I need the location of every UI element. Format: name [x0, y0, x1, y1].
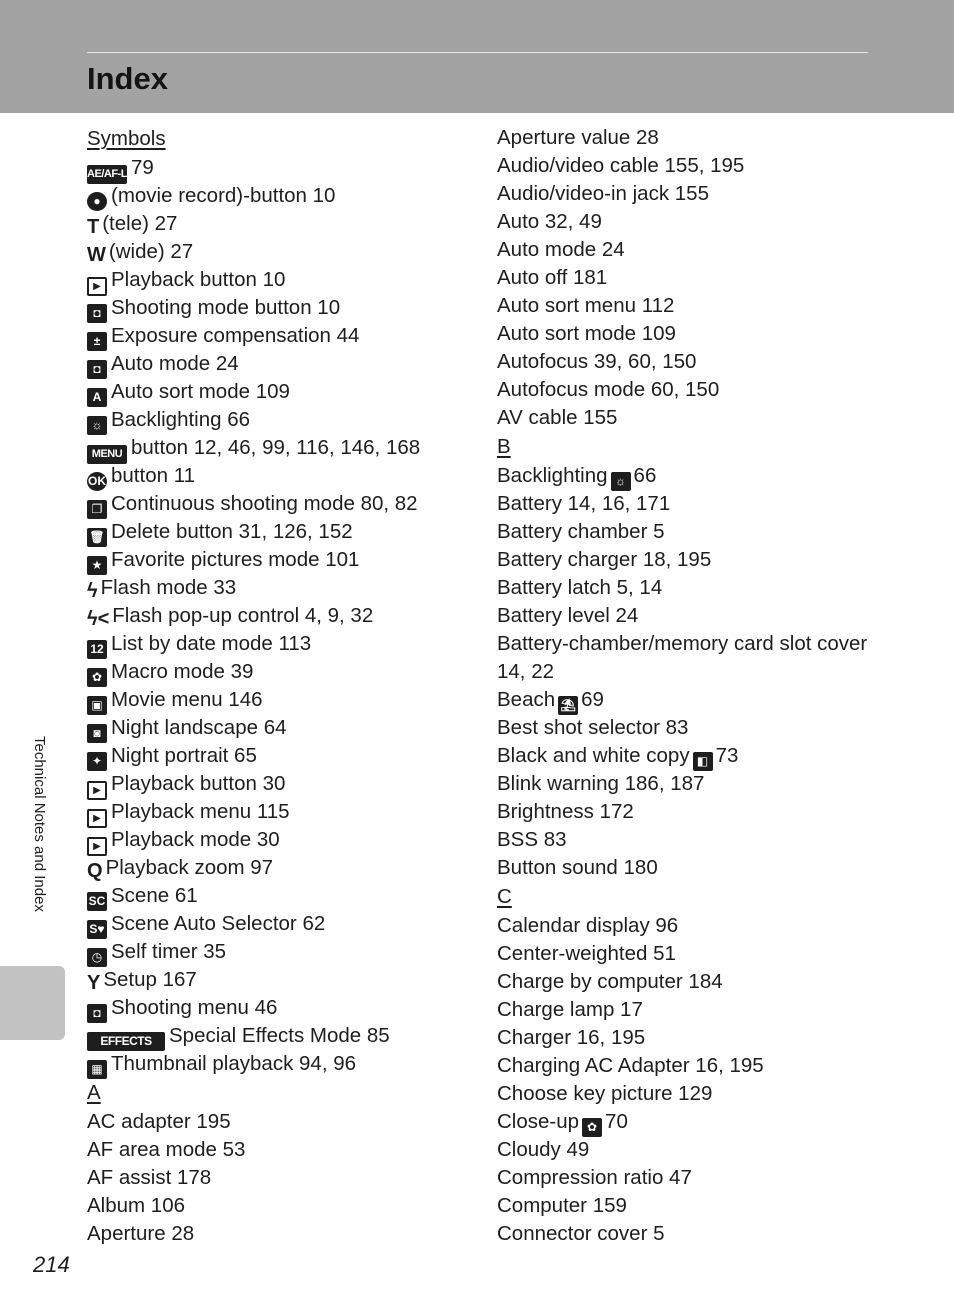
index-entry-text: Best shot selector 83 — [497, 716, 689, 739]
index-entry — [87, 630, 477, 658]
index-entry — [497, 1192, 877, 1220]
symbol-icon: 🗑 — [87, 528, 107, 547]
index-entry-text: (tele) 27 — [102, 212, 178, 235]
symbol-icon: ▶ — [87, 809, 107, 828]
symbol-icon: ✿ — [87, 668, 107, 687]
symbol-icon: ▦ — [87, 1060, 107, 1079]
index-entry — [497, 518, 877, 546]
index-entry — [497, 1080, 877, 1108]
index-entry — [87, 882, 477, 910]
index-entry-page: 66 — [633, 464, 657, 487]
index-entry-text: Black and white copy — [497, 744, 690, 767]
index-entry — [87, 518, 477, 546]
index-entry — [87, 462, 477, 490]
symbol-icon: ± — [87, 332, 107, 351]
index-entry — [497, 546, 877, 574]
index-entry — [87, 1050, 477, 1078]
symbol-icon: OK — [87, 472, 107, 491]
index-entry-text: Special Effects Mode 85 — [169, 1024, 390, 1047]
index-entry-text: Scene Auto Selector 62 — [111, 912, 326, 935]
symbol-icon: 12 — [87, 640, 107, 659]
index-entry — [87, 434, 477, 462]
index-entry — [497, 630, 877, 686]
index-entry — [87, 714, 477, 742]
symbol-icon: ✦ — [87, 752, 107, 771]
index-entry-text: Movie menu 146 — [111, 688, 263, 711]
symbol-icon: ▣ — [87, 696, 107, 715]
scene-icon: ✿ — [582, 1118, 602, 1137]
symbol-icon: Q — [87, 860, 103, 882]
index-entry-text: Choose key picture 129 — [497, 1082, 713, 1105]
section-heading-b: B — [497, 435, 511, 458]
symbol-icon: ● — [87, 192, 107, 211]
symbols-list — [87, 154, 477, 1078]
symbol-icon: ◘ — [87, 304, 107, 323]
index-entry — [87, 574, 477, 602]
index-entry-page: 73 — [715, 744, 739, 767]
symbol-icon: ◙ — [87, 724, 107, 743]
index-entry — [497, 798, 877, 826]
index-entry-text: Playback mode 30 — [111, 828, 280, 851]
index-entry — [497, 462, 877, 490]
index-entry: Audio/video cable 155, 195 — [497, 154, 745, 177]
index-entry — [497, 1052, 877, 1080]
symbol-icon: ☼ — [87, 416, 107, 435]
index-entry — [87, 1022, 477, 1050]
index-entry — [87, 938, 477, 966]
index-entry-text: (movie record)-button 10 — [111, 184, 336, 207]
index-entry: AC adapter 195 — [87, 1110, 231, 1133]
index-entry-text: Center-weighted 51 — [497, 942, 676, 965]
scene-icon: ◧ — [693, 752, 713, 771]
index-entry — [497, 854, 877, 882]
index-entry-text: Connector cover 5 — [497, 1222, 665, 1245]
symbol-icon: ϟ< — [87, 608, 110, 630]
index-entry — [87, 210, 477, 238]
index-entry-page: 69 — [581, 688, 604, 711]
chapter-thumb-tab — [0, 966, 65, 1040]
index-entry-text: Compression ratio 47 — [497, 1166, 692, 1189]
index-entry — [497, 968, 877, 996]
index-entry — [87, 182, 477, 210]
index-entry-text: button 12, 46, 99, 116, 146, 168 — [131, 436, 421, 459]
symbol-icon: ◘ — [87, 360, 107, 379]
symbol-icon: ★ — [87, 556, 107, 575]
index-entry: AV cable 155 — [497, 406, 618, 429]
index-column-right — [497, 124, 877, 1248]
index-entry-text: Charging AC Adapter 16, 195 — [497, 1054, 764, 1077]
index-entry — [497, 714, 877, 742]
index-entry-text: Flash pop-up control 4, 9, 32 — [112, 604, 374, 627]
index-entry-text: Close-up — [497, 1110, 580, 1133]
index-column-left — [87, 124, 477, 1248]
index-entry-text: Backlighting 66 — [111, 408, 251, 431]
index-entry — [497, 602, 877, 630]
index-entry — [497, 490, 877, 518]
index-entry — [87, 490, 477, 518]
index-entry — [87, 742, 477, 770]
index-entry-text: Night landscape 64 — [111, 716, 287, 739]
sidebar-chapter-label: Technical Notes and Index — [31, 736, 48, 912]
index-entry-text: Charger 16, 195 — [497, 1026, 646, 1049]
b-entries-list — [497, 462, 877, 882]
index-entry-text: Playback button 30 — [111, 772, 286, 795]
index-entry-text: Continuous shooting mode 80, 82 — [111, 492, 418, 515]
index-entry-text: button 11 — [111, 464, 195, 487]
index-entry — [497, 574, 877, 602]
index-entry — [87, 378, 477, 406]
symbol-icon: AE/AF-L — [87, 165, 127, 184]
index-entry: Auto mode 24 — [497, 238, 625, 261]
section-heading-symbols: Symbols — [87, 127, 166, 150]
index-entry-text: Scene 61 — [111, 884, 198, 907]
index-entry: Auto sort mode 109 — [497, 322, 676, 345]
index-entry-text: Battery-chamber/memory card slot cover 14, 22 — [497, 632, 868, 683]
index-entry — [87, 686, 477, 714]
index-entry-text: (wide) 27 — [108, 240, 194, 263]
index-entry-text: Calendar display 96 — [497, 914, 679, 937]
index-entry-text: Beach — [497, 688, 556, 711]
header-band — [0, 0, 954, 113]
symbol-icon: ϟ — [87, 580, 98, 602]
index-entry-text: Battery chamber 5 — [497, 520, 665, 543]
index-entry-text: Setup 167 — [103, 968, 197, 991]
index-entry: AF assist 178 — [87, 1166, 212, 1189]
index-entry-text: Thumbnail playback 94, 96 — [111, 1052, 357, 1075]
index-entry: Autofocus mode 60, 150 — [497, 378, 720, 401]
index-entry — [87, 154, 477, 182]
scene-icon: ☼ — [611, 472, 631, 491]
index-entry-text: Battery 14, 16, 171 — [497, 492, 671, 515]
index-entry-text: Charge lamp 17 — [497, 998, 643, 1021]
index-entry — [87, 854, 477, 882]
index-entry-text: Cloudy 49 — [497, 1138, 590, 1161]
symbol-icon: EFFECTS — [87, 1032, 165, 1051]
index-entry — [87, 546, 477, 574]
index-entry — [497, 1164, 877, 1192]
index-entry-text: Flash mode 33 — [100, 576, 237, 599]
index-entry — [497, 912, 877, 940]
index-entry — [87, 826, 477, 854]
index-entry — [87, 322, 477, 350]
index-entry-text: List by date mode 113 — [111, 632, 312, 655]
symbol-icon: ▶ — [87, 837, 107, 856]
index-entry-text: Delete button 31, 126, 152 — [111, 520, 353, 543]
index-entry — [497, 742, 877, 770]
index-entry: Aperture value 28 — [497, 126, 659, 149]
symbol-icon: ▶ — [87, 277, 107, 296]
index-entry: AF area mode 53 — [87, 1138, 246, 1161]
index-entry-text: Self timer 35 — [111, 940, 227, 963]
index-entry — [87, 406, 477, 434]
symbol-icon: ◷ — [87, 948, 107, 967]
index-entry-text: Battery level 24 — [497, 604, 639, 627]
symbol-icon: A — [87, 388, 107, 407]
index-entry-text: Playback menu 115 — [111, 800, 290, 823]
index-entry — [497, 940, 877, 968]
index-entry: Aperture 28 — [87, 1222, 195, 1245]
index-entry: Auto 32, 49 — [497, 210, 602, 233]
index-entry-text: Auto sort mode 109 — [111, 380, 290, 403]
index-entry — [87, 770, 477, 798]
page-number: 214 — [33, 1252, 70, 1277]
index-entry — [497, 1136, 877, 1164]
page-title: Index — [87, 61, 168, 96]
symbol-icon: MENU — [87, 445, 127, 464]
index-entry-text: Playback zoom 97 — [105, 856, 274, 879]
index-entry — [497, 686, 877, 714]
index-entry — [497, 1108, 877, 1136]
index-entry-text: Computer 159 — [497, 1194, 627, 1217]
index-entry-text: Favorite pictures mode 101 — [111, 548, 360, 571]
section-heading-c: C — [497, 885, 512, 908]
index-entry — [497, 770, 877, 798]
index-entry — [87, 910, 477, 938]
index-entry-text: Button sound 180 — [497, 856, 658, 879]
symbol-icon: S♥ — [87, 920, 107, 939]
index-entry-text: Battery charger 18, 195 — [497, 548, 712, 571]
symbol-icon: ▶ — [87, 781, 107, 800]
index-entry-text: Playback button 10 — [111, 268, 286, 291]
index-entry: Autofocus 39, 60, 150 — [497, 350, 697, 373]
c-entries-list — [497, 912, 877, 1248]
index-entry: Auto off 181 — [497, 266, 608, 289]
scene-icon: ⛱ — [558, 696, 578, 715]
a-entries-list-right — [497, 124, 877, 432]
index-entry — [497, 826, 877, 854]
index-entry-text: Shooting mode button 10 — [111, 296, 341, 319]
symbol-icon: ◘ — [87, 1004, 107, 1023]
index-entry-text: BSS 83 — [497, 828, 567, 851]
index-entry: Audio/video-in jack 155 — [497, 182, 709, 205]
symbol-icon: Y — [87, 972, 101, 994]
index-entry-text: 79 — [131, 156, 154, 179]
index-entry-text: Shooting menu 46 — [111, 996, 278, 1019]
index-entry — [87, 238, 477, 266]
index-entry-text: Night portrait 65 — [111, 744, 257, 767]
index-entry — [497, 1024, 877, 1052]
index-entry — [497, 996, 877, 1024]
symbol-icon: SC — [87, 892, 107, 911]
index-entry — [87, 266, 477, 294]
index-entry — [87, 798, 477, 826]
symbol-icon: W — [87, 244, 106, 266]
index-entry — [87, 994, 477, 1022]
index-entry-text: Blink warning 186, 187 — [497, 772, 705, 795]
index-entry-text: Macro mode 39 — [111, 660, 254, 683]
index-entry: Album 106 — [87, 1194, 186, 1217]
index-entry-text: Auto mode 24 — [111, 352, 239, 375]
symbol-icon: T — [87, 216, 100, 238]
index-entry — [87, 294, 477, 322]
index-entry: Auto sort menu 112 — [497, 294, 675, 317]
index-entry-text: Brightness 172 — [497, 800, 634, 823]
index-entry — [497, 1220, 877, 1248]
index-entry — [87, 350, 477, 378]
header-rule — [87, 52, 868, 53]
index-entry-text: Exposure compensation 44 — [111, 324, 360, 347]
section-heading-a: A — [87, 1081, 101, 1104]
index-entry — [87, 602, 477, 630]
index-entry-page: 70 — [605, 1110, 628, 1133]
symbol-icon: ❐ — [87, 500, 107, 519]
index-entry-text: Charge by computer 184 — [497, 970, 723, 993]
index-entry-text: Backlighting — [497, 464, 608, 487]
index-entry — [87, 966, 477, 994]
index-entry — [87, 658, 477, 686]
index-entry-text: Battery latch 5, 14 — [497, 576, 663, 599]
a-entries-list-left — [87, 1108, 477, 1248]
